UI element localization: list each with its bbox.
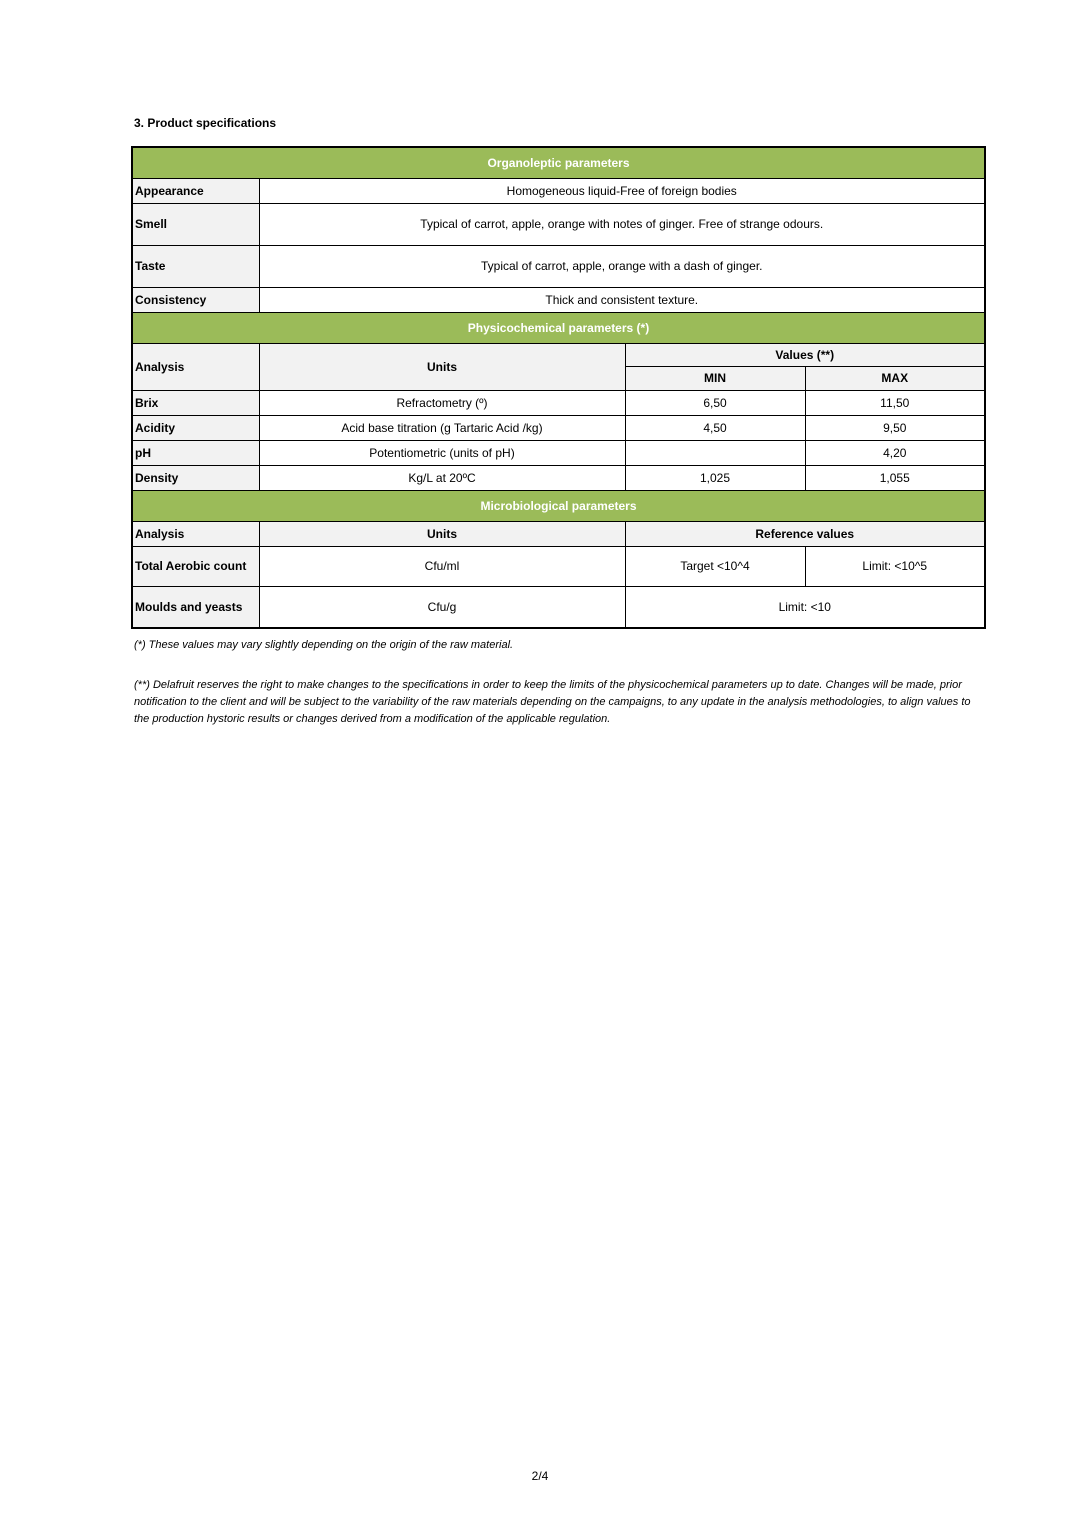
brix-units: Refractometry (º) (259, 390, 625, 415)
brix-label: Brix (132, 390, 259, 415)
physchem-units-header: Units (259, 343, 625, 390)
density-units: Kg/L at 20ºC (259, 465, 625, 490)
taste-value: Typical of carrot, apple, orange with a dash of ginger. (259, 245, 985, 287)
min-header: MIN (625, 366, 805, 390)
density-max: 1,055 (805, 465, 985, 490)
table-row (132, 245, 985, 287)
appearance-label: Appearance (132, 178, 259, 203)
product-specifications-table (131, 146, 986, 629)
moulds-yeasts-limit: Limit: <10 (625, 586, 985, 628)
ph-min (625, 440, 805, 465)
acidity-max: 9,50 (805, 415, 985, 440)
appearance-value: Homogeneous liquid-Free of foreign bodies (259, 178, 985, 203)
ph-units: Potentiometric (units of pH) (259, 440, 625, 465)
table-row (132, 521, 985, 546)
taste-label: Taste (132, 245, 259, 287)
ph-max: 4,20 (805, 440, 985, 465)
microbiological-header: Microbiological parameters (132, 490, 985, 521)
total-aerobic-label: Total Aerobic count (132, 546, 259, 586)
physicochemical-header: Physicochemical parameters (*) (132, 312, 985, 343)
table-row (132, 546, 985, 586)
acidity-label: Acidity (132, 415, 259, 440)
consistency-label: Consistency (132, 287, 259, 312)
table-row (132, 178, 985, 203)
density-label: Density (132, 465, 259, 490)
total-aerobic-target: Target <10^4 (625, 546, 805, 586)
acidity-min: 4,50 (625, 415, 805, 440)
table-row (132, 390, 985, 415)
micro-units-header: Units (259, 521, 625, 546)
table-row (132, 287, 985, 312)
footnote-changes: (**) Delafruit reserves the right to make changes to the specifications in order to keep the limits of the physicochemical parameters up to date. Changes will be made, prior notification to the client and will be subject to the variability of the raw materials depending on the campaigns, to any update in the analysis methodologies, to align values to the production hystoric results or changes derived from a modification of the applicable regulation. (134, 679, 971, 725)
section-title: 3. Product specifications (134, 116, 277, 130)
footnote-origin: (*) These values may vary slightly depending on the origin of the raw material. (134, 639, 514, 651)
table-row (132, 343, 985, 366)
consistency-value: Thick and consistent texture. (259, 287, 985, 312)
page-number: 2/4 (531, 1469, 549, 1483)
max-header: MAX (805, 366, 985, 390)
smell-label: Smell (132, 203, 259, 245)
organoleptic-header: Organoleptic parameters (132, 147, 985, 178)
table-row (132, 586, 985, 628)
density-min: 1,025 (625, 465, 805, 490)
reference-values-header: Reference values (625, 521, 985, 546)
moulds-yeasts-label: Moulds and yeasts (132, 586, 259, 628)
microbiological-header-row (132, 490, 985, 521)
table-row (132, 415, 985, 440)
brix-min: 6,50 (625, 390, 805, 415)
table-row (132, 440, 985, 465)
organoleptic-header-row (132, 147, 985, 178)
physchem-analysis-header: Analysis (132, 343, 259, 390)
ph-label: pH (132, 440, 259, 465)
brix-max: 11,50 (805, 390, 985, 415)
micro-analysis-header: Analysis (132, 521, 259, 546)
physicochemical-header-row (132, 312, 985, 343)
smell-value: Typical of carrot, apple, orange with notes of ginger. Free of strange odours. (259, 203, 985, 245)
table-row (132, 465, 985, 490)
acidity-units: Acid base titration (g Tartaric Acid /kg) (259, 415, 625, 440)
values-header: Values (**) (625, 343, 985, 366)
table-row (132, 203, 985, 245)
total-aerobic-units: Cfu/ml (259, 546, 625, 586)
total-aerobic-limit: Limit: <10^5 (805, 546, 985, 586)
moulds-yeasts-units: Cfu/g (259, 586, 625, 628)
